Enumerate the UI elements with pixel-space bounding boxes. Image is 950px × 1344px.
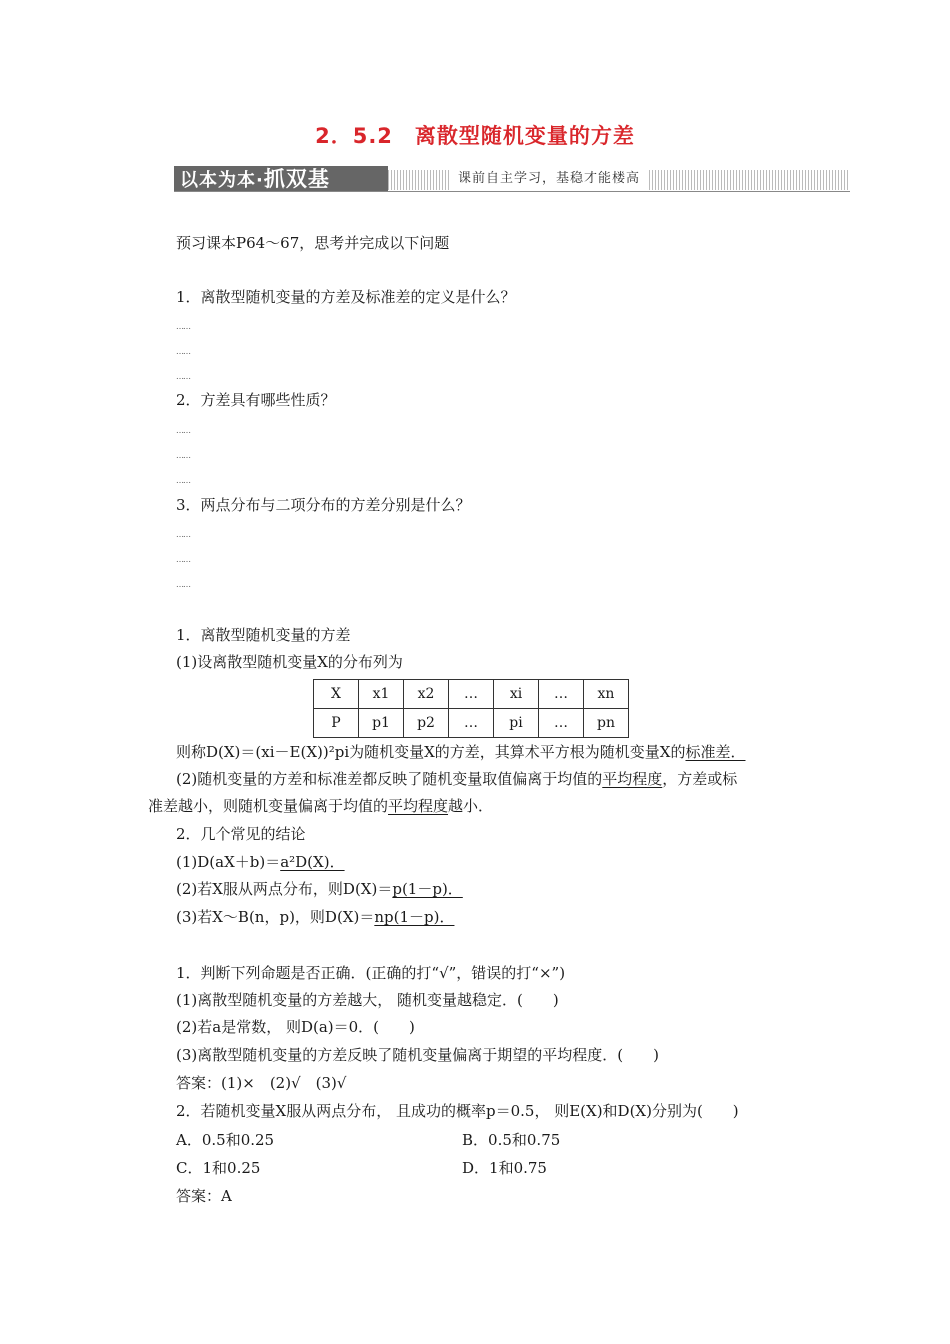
fill-answer: 标准差．	[685, 743, 746, 761]
answer-blank: ……	[176, 426, 190, 435]
page-title: 2．5.2 离散型随机变量的方差	[315, 124, 635, 148]
conclusion-1: (1)D(aX＋b)＝a²D(X)．	[176, 853, 345, 871]
answer-blank: ……	[176, 451, 190, 460]
section-banner	[174, 166, 850, 192]
answer-blank: ……	[176, 372, 190, 381]
preview-intro: 预习课本P64～67，思考并完成以下问题	[176, 234, 450, 252]
answer-blank: ……	[176, 555, 190, 564]
table-cell: x1	[359, 680, 404, 709]
exercise-1-item: (1)离散型随机变量的方差越大， 随机变量越稳定．( )	[176, 991, 559, 1009]
exercise-1-item: (3)离散型随机变量的方差反映了随机变量偏离于期望的平均程度．( )	[176, 1046, 659, 1064]
preview-question-1: 1．离散型随机变量的方差及标准差的定义是什么？	[176, 288, 516, 306]
fill-answer: p(1－p)．	[392, 880, 463, 898]
option-a: A．0.5和0.25	[176, 1131, 275, 1149]
answer-blank: ……	[176, 530, 190, 539]
fill-answer: 平均程度	[388, 797, 449, 815]
exercise-1-item: (2)若a是常数， 则D(a)＝0．( )	[176, 1018, 415, 1036]
table-cell: p1	[359, 709, 404, 738]
option-d: D．1和0.75	[462, 1159, 547, 1177]
preview-question-2: 2．方差具有哪些性质？	[176, 391, 336, 409]
table-cell: x2	[404, 680, 449, 709]
answer-blank: ……	[176, 347, 190, 356]
banner-subtitle: 课前自主学习，基稳才能楼高	[450, 168, 648, 190]
answer-blank: ……	[176, 322, 190, 331]
preview-question-3: 3．两点分布与二项分布的方差分别是什么？	[176, 496, 471, 514]
fill-answer: a²D(X)．	[280, 853, 345, 871]
exercise-1: 1．判断下列命题是否正确．(正确的打“√”，错误的打“×”)	[176, 964, 566, 982]
distribution-table	[313, 679, 629, 738]
banner-divider	[174, 191, 850, 192]
table-cell: pn	[584, 709, 629, 738]
table-cell: …	[539, 709, 584, 738]
option-c: C．1和0.25	[176, 1159, 261, 1177]
table-row	[314, 680, 629, 709]
table-cell: xn	[584, 680, 629, 709]
answer-blank: ……	[176, 580, 190, 589]
table-cell: …	[539, 680, 584, 709]
exercise-1-answer: 答案：(1)× (2)√ (3)√	[176, 1074, 347, 1092]
conclusion-2: (2)若X服从两点分布，则D(X)＝p(1－p)．	[176, 880, 463, 898]
banner-tag: 以本为本·抓双基	[174, 166, 388, 192]
table-cell: X	[314, 680, 359, 709]
table-cell: p2	[404, 709, 449, 738]
table-cell: pi	[494, 709, 539, 738]
exercise-2: 2．若随机变量X服从两点分布， 且成功的概率p＝0.5， 则E(X)和D(X)分别为( )	[176, 1102, 739, 1120]
conclusion-3: (3)若X～B(n，p)，则D(X)＝np(1－p)．	[176, 908, 455, 926]
distribution-intro: (1)设离散型随机变量X的分布列为	[176, 653, 403, 671]
exercise-2-answer: 答案：A	[176, 1187, 232, 1205]
fill-answer: np(1－p)．	[374, 908, 455, 926]
knowledge-heading-2: 2．几个常见的结论	[176, 825, 306, 843]
variance-property: (2)随机变量的方差和标准差都反映了随机变量取值偏离于均值的平均程度，方差或标	[176, 770, 738, 788]
table-cell: P	[314, 709, 359, 738]
table-row	[314, 709, 629, 738]
variance-property-cont: 准差越小，则随机变量偏离于均值的平均程度越小．	[148, 797, 494, 815]
answer-blank: ……	[176, 476, 190, 485]
option-b: B．0.5和0.75	[462, 1131, 561, 1149]
table-cell: …	[449, 709, 494, 738]
knowledge-heading-1: 1．离散型随机变量的方差	[176, 626, 351, 644]
variance-definition: 则称D(X)＝(xi－E(X))²pi为随机变量X的方差，其算术平方根为随机变量X的标准差．	[176, 743, 746, 761]
table-cell: …	[449, 680, 494, 709]
fill-answer: 平均程度	[602, 770, 663, 788]
table-cell: xi	[494, 680, 539, 709]
